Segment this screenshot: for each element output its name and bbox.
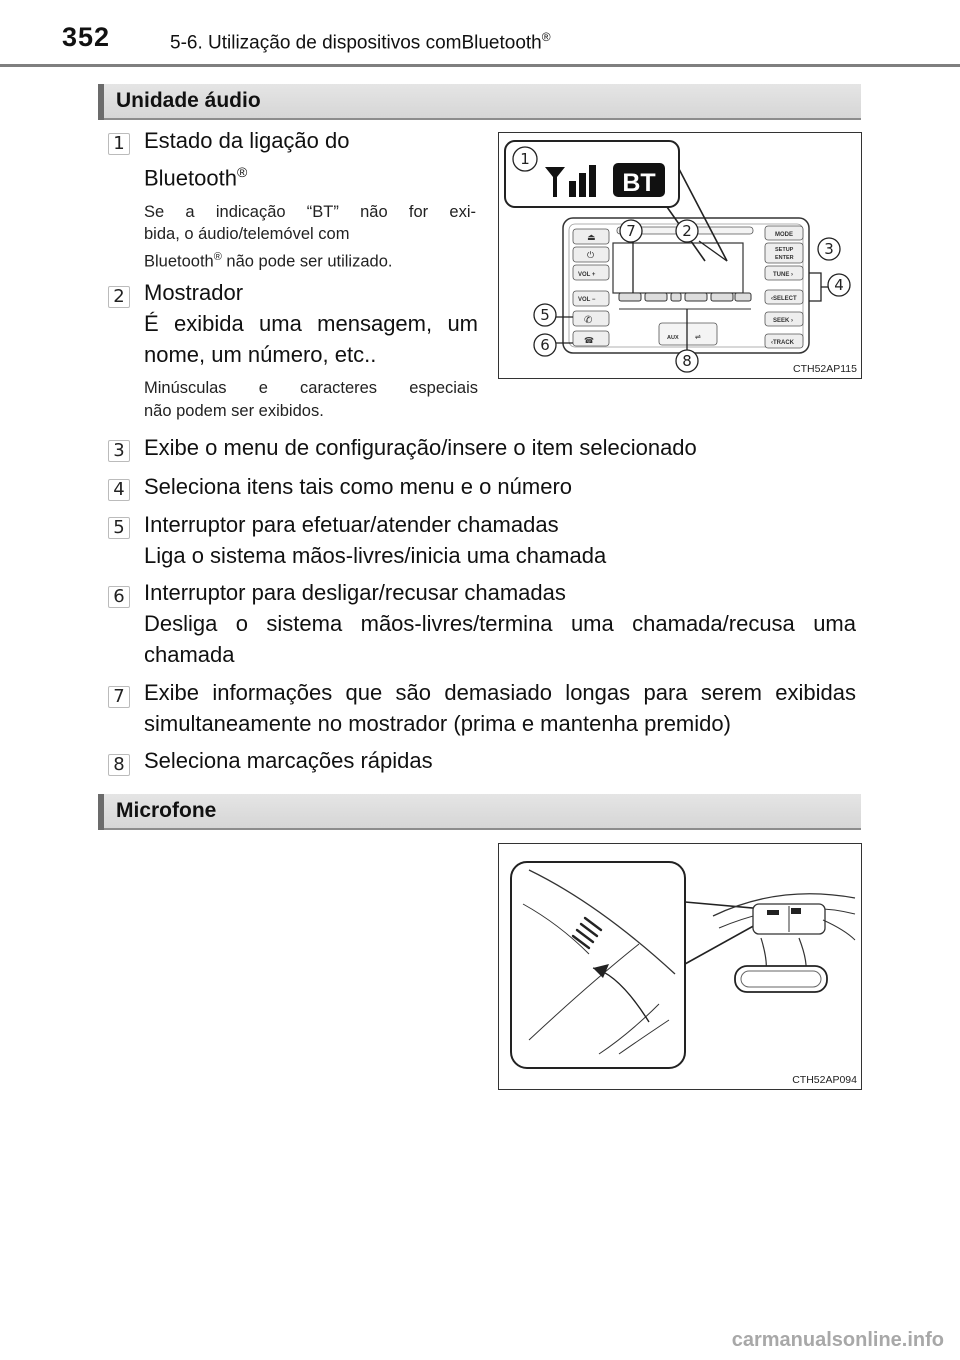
item-2-title-line-2: É exibida uma mensagem, um xyxy=(144,311,478,336)
tune-label: TUNE › xyxy=(773,272,793,278)
seek-label: SEEK › xyxy=(773,318,794,324)
page-number: 352 xyxy=(62,22,111,52)
item-6-text-line-2: Desliga o sistema mãos-livres/termina uma chamada/recusa uma chamada xyxy=(144,611,856,667)
item-number-7: 7 xyxy=(108,686,130,708)
track-label: ‹TRACK xyxy=(771,340,794,346)
item-1-note-bluetooth: Bluetooth xyxy=(144,252,214,271)
vol-plus-label: VOL + xyxy=(578,272,596,278)
running-head xyxy=(170,30,551,54)
aux-label: AUX xyxy=(667,335,679,341)
power-icon: ⏻ xyxy=(587,250,595,260)
figure-code-microphone: CTH52AP094 xyxy=(792,1074,857,1086)
microphone-figure xyxy=(498,843,862,1090)
item-1-note-line-1: Se a indicação “BT” não for exi- xyxy=(144,203,476,221)
item-number-6: 6 xyxy=(108,586,130,608)
audio-unit-illustration xyxy=(499,133,861,378)
section-title-microphone: Microfone xyxy=(116,799,217,822)
select-label: ‹SELECT xyxy=(771,296,797,302)
callout-1: 1 xyxy=(520,150,530,168)
item-3-text: Exibe o menu de configuração/insere o item selecionado xyxy=(144,435,697,460)
setup-label: SETUP xyxy=(775,247,794,253)
phone-hangup-icon: ☎ xyxy=(584,336,594,345)
item-2-note-line-2: não podem ser exibidos. xyxy=(144,402,324,420)
item-6-text-line-1: Interruptor para desligar/recusar chamadas xyxy=(144,580,566,605)
item-2-title-line-1: Mostrador xyxy=(144,280,244,305)
item-number-4: 4 xyxy=(108,479,130,501)
running-head-text: 5-6. Utilização de dispositivos comBluetooth xyxy=(170,32,542,54)
item-number-1: 1 xyxy=(108,133,130,155)
mode-label: MODE xyxy=(775,232,793,238)
item-2-title-line-3: nome, um número, etc.. xyxy=(144,342,377,367)
item-1-title-line-1: Estado da ligação do xyxy=(144,128,350,153)
callout-6: 6 xyxy=(540,336,550,354)
item-2-note-line-1: Minúsculas e caracteres especiais xyxy=(144,379,478,397)
eject-icon: ⏏ xyxy=(587,232,596,242)
callout-3: 3 xyxy=(824,240,834,258)
item-4-text: Seleciona itens tais como menu e o número xyxy=(144,474,573,499)
item-7-text: Exibe informações que são demasiado longas para serem exibidas simultaneamente no mostrador (prima e mantenha premido) xyxy=(144,680,856,736)
item-1-title-line-2 xyxy=(144,157,247,193)
item-number-3: 3 xyxy=(108,440,130,462)
audio-unit-figure xyxy=(498,132,862,379)
vol-minus-label: VOL − xyxy=(578,297,596,303)
registered-mark: ® xyxy=(236,164,248,180)
item-5-text-line-2: Liga o sistema mãos-livres/inicia uma chamada xyxy=(144,543,607,568)
bt-indicator-label: BT xyxy=(622,169,656,197)
item-1-note-rest: não pode ser utilizado. xyxy=(221,252,393,271)
callout-8: 8 xyxy=(682,352,692,370)
enter-label: ENTER xyxy=(775,255,794,261)
section-title-audio: Unidade áudio xyxy=(116,89,261,112)
section-bar-accent xyxy=(98,84,104,120)
figure-code-audio: CTH52AP115 xyxy=(792,363,857,375)
item-1-note-line-3 xyxy=(144,247,392,272)
section-bar-accent xyxy=(98,794,104,830)
registered-mark: ® xyxy=(541,30,551,44)
section-bar-microphone xyxy=(98,794,861,830)
usb-icon: ⇌ xyxy=(695,334,701,341)
microphone-illustration xyxy=(499,844,861,1089)
callout-5: 5 xyxy=(540,306,550,324)
item-8-text: Seleciona marcações rápidas xyxy=(144,748,433,773)
callout-4: 4 xyxy=(834,276,844,294)
item-number-5: 5 xyxy=(108,517,130,539)
item-5-text-line-1: Interruptor para efetuar/atender chamadas xyxy=(144,512,559,537)
registered-mark: ® xyxy=(213,251,222,263)
section-bar-audio xyxy=(98,84,861,120)
header-rule xyxy=(0,64,960,67)
item-1-note-line-2: bida, o áudio/telemóvel com xyxy=(144,225,350,243)
phone-pickup-icon: ✆ xyxy=(584,315,593,326)
item-1-title-bluetooth: Bluetooth xyxy=(144,165,237,191)
callout-7: 7 xyxy=(626,222,636,240)
item-number-8: 8 xyxy=(108,754,130,776)
item-number-2: 2 xyxy=(108,286,130,308)
callout-2: 2 xyxy=(682,222,692,240)
watermark: carmanualsonline.info xyxy=(731,1329,944,1351)
